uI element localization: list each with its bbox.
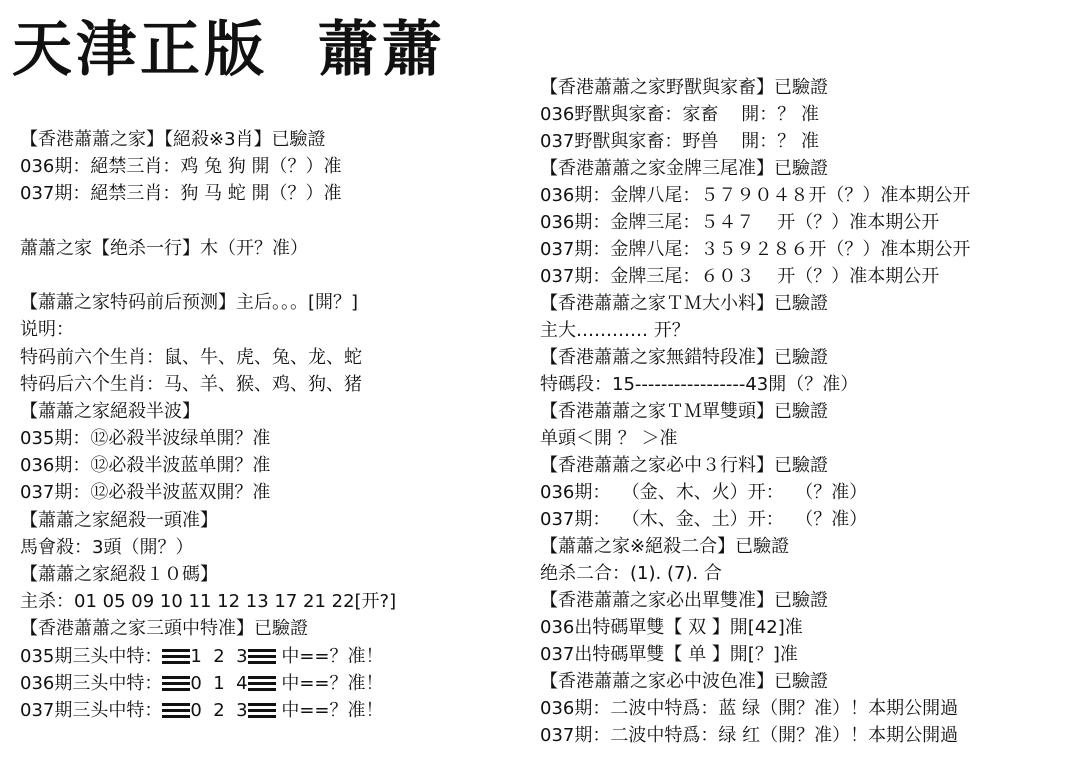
text-line: 【蕭蕭之家絕殺一頭准】 xyxy=(20,509,218,531)
blank-line xyxy=(20,262,520,289)
text-line: 【香港蕭蕭之家必中波色准】已驗證 xyxy=(540,671,828,692)
sante-nums: 0 2 3 xyxy=(190,699,248,721)
sante-suffix: 中==？准！ xyxy=(275,645,384,667)
trigram-icon xyxy=(162,649,190,664)
text-line: 【蕭蕭之家特码前后预测】主后。。。[開？] xyxy=(20,292,359,314)
text-line: 036期：金牌三尾：５４７ 开（？）准本期公开 xyxy=(540,212,940,233)
trigram-icon xyxy=(248,676,276,691)
text-line: 036出特碼單雙【 双 】開[42]准 xyxy=(540,617,803,638)
text-line: 【香港蕭蕭之家必出單雙准】已驗證 xyxy=(540,590,828,611)
text-line: 037期：金牌八尾：３５９２８６开（？）准本期公开 xyxy=(540,239,971,260)
text-line: 036期：二波中特爲：蓝 绿（開？准）！本期公開過 xyxy=(540,698,959,719)
text-line: 特码后六个生肖：马、羊、猴、鸡、狗、猪 xyxy=(20,373,362,395)
text-line: 特碼段：15-----------------43開（？准） xyxy=(540,374,859,395)
sante-nums: 1 2 3 xyxy=(190,645,248,667)
text-line: 说明： xyxy=(20,319,74,341)
text-line: 037期：⑫必殺半波蓝双開？准 xyxy=(20,482,271,504)
text-line: 【香港蕭蕭之家金牌三尾准】已驗證 xyxy=(540,158,828,179)
text-line: 绝杀二合：(1). (7). 合 xyxy=(540,563,722,584)
trigram-icon xyxy=(248,703,276,718)
right-column xyxy=(540,74,1075,749)
text-line: 【香港蕭蕭之家無錯特段准】已驗證 xyxy=(540,347,828,368)
text-line: 馬會殺：3頭（開？） xyxy=(20,536,194,558)
sante-prefix: 035期三头中特： xyxy=(20,645,163,667)
text-line: 037期： （木、金、土）开： （？准） xyxy=(540,509,868,530)
text-line: 主杀：01 05 09 10 11 12 13 17 21 22[开?] xyxy=(20,591,397,613)
text-line: 特码前六个生肖：鼠、牛、虎、兔、龙、蛇 xyxy=(20,346,362,368)
text-line: 037出特碼單雙【 单 】開[？]准 xyxy=(540,644,798,665)
text-line: 037期：金牌三尾：６０３ 开（？）准本期公开 xyxy=(540,266,940,287)
sante-row xyxy=(20,643,520,670)
text-line: 【香港蕭蕭之家ＴＭ單雙頭】已驗證 xyxy=(540,401,828,422)
text-line: 036期：金牌八尾：５７９０４８开（？）准本期公开 xyxy=(540,185,971,206)
sante-suffix: 中==？准！ xyxy=(275,699,384,721)
trigram-icon xyxy=(162,676,190,691)
text-line: 【香港蕭蕭之家ＴＭ大小料】已驗證 xyxy=(540,293,828,314)
sante-prefix: 037期三头中特： xyxy=(20,699,163,721)
trigram-icon xyxy=(162,703,190,718)
text-line: 单頭＜開 ？ ＞准 xyxy=(540,428,678,449)
text-line: 蕭蕭之家【绝杀一行】木（开？准） xyxy=(20,237,308,259)
text-line: 036期：⑫必殺半波蓝单開？准 xyxy=(20,455,271,477)
text-line: 036期：絕禁三肖：鸡 兔 狗 開（？）准 xyxy=(20,156,342,178)
text-line: 036期： （金、木、火）开： （？准） xyxy=(540,482,868,503)
sante-nums: 0 1 4 xyxy=(190,672,248,694)
text-line: 037期：二波中特爲：绿 红（開？准）！本期公開過 xyxy=(540,725,959,746)
sante-suffix: 中==？准！ xyxy=(275,672,384,694)
text-line: 036野獸與家畜：家畜 開：？ 准 xyxy=(540,104,819,125)
sante-prefix: 036期三头中特： xyxy=(20,672,163,694)
trigram-icon xyxy=(248,649,276,664)
left-column xyxy=(20,126,520,724)
text-line: 037野獸與家畜：野兽 開：？ 准 xyxy=(540,131,819,152)
sante-row xyxy=(20,670,520,697)
text-line: 【香港蕭蕭之家三頭中特准】已驗證 xyxy=(20,618,308,640)
sante-row xyxy=(20,697,520,724)
text-line: 035期：⑫必殺半波绿单開？准 xyxy=(20,428,271,450)
text-line: 【蕭蕭之家※絕殺二合】已驗證 xyxy=(540,536,790,557)
page-title: 天津正版 蕭蕭 xyxy=(12,15,446,85)
text-line: 【蕭蕭之家絕殺１０碼】 xyxy=(20,564,218,585)
text-line: 【香港蕭蕭之家】【絕殺※3肖】已驗證 xyxy=(20,129,326,150)
text-line: 037期：絕禁三肖：狗 马 蛇 開（？）准 xyxy=(20,183,342,205)
text-line: 【香港蕭蕭之家必中３行料】已驗證 xyxy=(540,455,828,476)
text-line: 【香港蕭蕭之家野獸與家畜】已驗證 xyxy=(540,77,828,98)
text-line: 主大………… 开？ xyxy=(540,320,690,341)
blank-line xyxy=(20,208,520,235)
text-line: 【蕭蕭之家絕殺半波】 xyxy=(20,400,200,422)
